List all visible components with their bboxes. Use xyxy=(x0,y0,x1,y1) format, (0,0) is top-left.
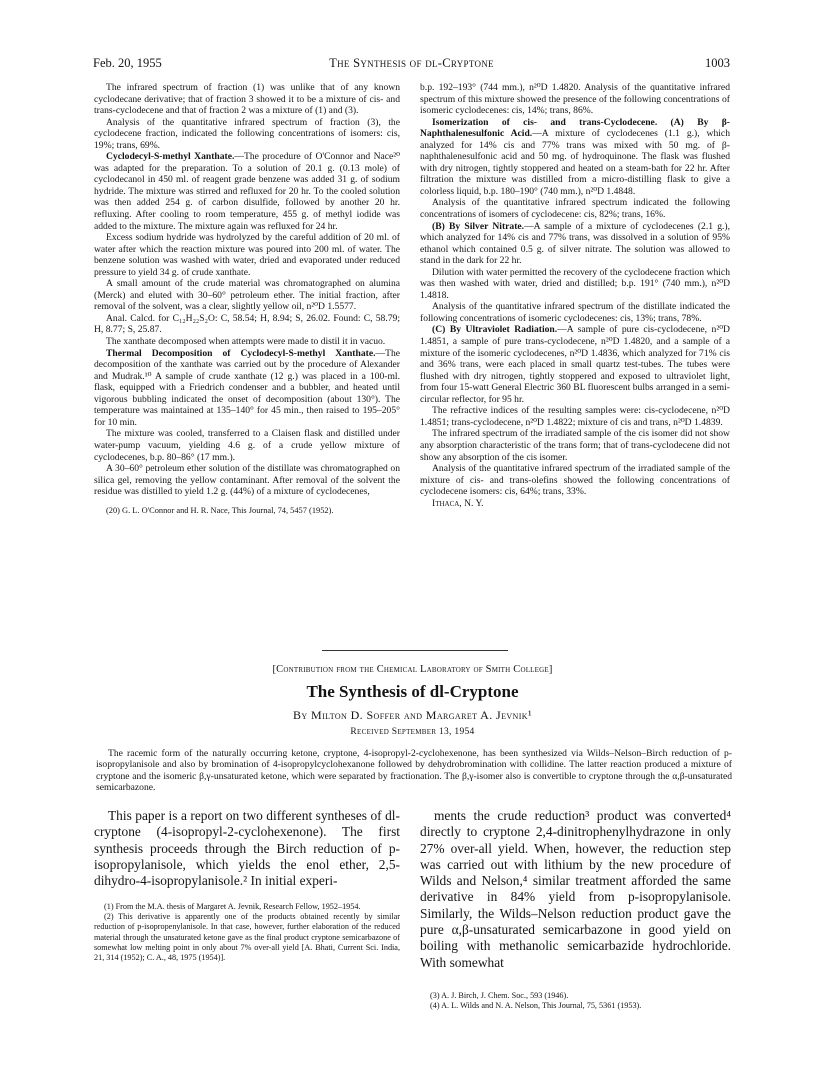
paragraph: Analysis of the quantitative infrared spectrum of the distillate indicated the following concentrations of isomeric cyclodecenes: cis, 13%; trans, 78%. xyxy=(420,301,730,324)
paragraph: A 30–60° petroleum ether solution of the distillate was chromatographed on silica gel, removing the yellow contaminant. After removal of the solvent the residue was distilled to yield 1.2 g. (44%) of a mixture of cyclodecenes, xyxy=(94,463,400,498)
paragraph: This paper is a report on two different syntheses of dl-cryptone (4-isopropyl-2-cyclohexenone). The first synthesis proceeds through the Birch reduction of p-isopropylanisole, which yields the enol ether, 2,5-dihydro-4-isopropylanisole.² In initial experi- xyxy=(94,808,400,889)
paragraph: Thermal Decomposition of Cyclodecyl-S-methyl Xanthate.—The decomposition of the xanthate was carried out by the procedure of Alexander and Mudrak.¹⁰ A sample of crude xanthate (12 g.) was placed in a 100-ml. flask, equipped with a Friedrich condenser and a bubbler, and heated until vigorous bubbling indicated the onset of decomposition (about 130°). The temperature was maintained at 135–140° for 45 min., then raised to 195–205° for 10 min. xyxy=(94,347,400,428)
footnote: (4) A. L. Wilds and N. A. Nelson, This Journal, 75, 5361 (1953). xyxy=(430,1001,642,1011)
paragraph: Analysis of the quantitative infrared spectrum of fraction (3), the cyclodecene fraction, indicated the following concentrations of isomers: cis, 19%; trans, 69%. xyxy=(94,116,400,151)
place-line: Ithaca, N. Y. xyxy=(432,497,484,509)
paragraph: ments the crude reduction³ product was converted⁴ directly to cryptone 2,4-dinitrophenylhydrazone in only 27% over-all yield. When, however, the reduction step was carried out with lithium by the new procedure of Wilds and Nelson,⁴ similar treatment afforded the same derivative in 84% yield from p-isopropylanisole. Similarly, the Wilds–Nelson reduction product gave the pure α,β-unsaturated semicarbazone in good yield on boiling with methanolic semicarbazide hydrochloride. With somewhat xyxy=(420,808,731,970)
paragraph: (B) By Silver Nitrate.—A sample of a mixture of cyclodecenes (2.1 g.), which analyzed for 14% cis and 77% trans, was dissolved in a solution of 95% ethanol which contained 0.5 g. of silver nitrate. The solution was allowed to stand in the dark for 22 hr. xyxy=(420,220,730,267)
header-running-title: The Synthesis of dl-Cryptone xyxy=(329,56,494,70)
paragraph: The infrared spectrum of the irradiated sample of the cis isomer did not show any absorption characteristic of the trans form; that of trans-cyclodecene did not show any absorption of the cis isomer. xyxy=(420,428,730,463)
article-title: The Synthesis of dl-Cryptone xyxy=(306,682,519,701)
paragraph: The infrared spectrum of fraction (1) was unlike that of any known cyclodecane derivative; that of fraction 3 showed it to be a mixture of cis- and trans-cyclodecene and that of fraction 2 was a mixture of (1) and (3). xyxy=(94,82,400,117)
paragraph: Cyclodecyl-S-methyl Xanthate.—The procedure of O'Connor and Nace²⁰ was adapted for the preparation. To a solution of 20.1 g. (0.13 mole) of cyclodecanol in 450 ml. of reagent grade benzene was added 31 g. of sodium hydride. The mixture was stirred and refluxed for 20 hr. To the cooled solution was then added 254 g. of carbon disulfide, followed by another 20 hr. refluxing. After cooling to room temperature, 455 g. of methyl iodide was added to the mixture. The mixture again was refluxed for 24 hr. xyxy=(94,151,401,232)
paragraph: The mixture was cooled, transferred to a Claisen flask and distilled under water-pump vacuum, yielding 4.6 g. of a crude yellow mixture of cyclodecenes, b.p. 80–86° (17 mm.). xyxy=(94,428,400,463)
article-authors: By Milton D. Soffer and Margaret A. Jevnik¹ xyxy=(293,708,532,722)
header-date: Feb. 20, 1955 xyxy=(93,56,162,70)
contribution-line: [Contribution from the Chemical Laboratory of Smith College] xyxy=(272,664,553,675)
body-left-column xyxy=(94,808,400,889)
abstract xyxy=(96,748,732,793)
footnote: (20) G. L. O'Connor and H. R. Nace, This Journal, 74, 5457 (1952). xyxy=(106,505,334,515)
paragraph: Excess sodium hydride was hydrolyzed by the careful addition of 20 ml. of water after which the reaction mixture was poured into 200 ml. of water. The benzene solution was washed with water, dried and evaporated under reduced pressure to yield 34 g. of crude xanthate. xyxy=(94,232,400,278)
footnotes-right xyxy=(420,991,731,1011)
running-header xyxy=(93,56,730,74)
section-heading: (B) By Silver Nitrate. xyxy=(432,220,525,232)
analysis-line: Anal. Calcd. for C₁₂H₂₂S₂O: C, 58.54; H, 8.94; S, 26.02. Found: C, 58.79; H, 8.77; S, 25.87. xyxy=(94,312,400,336)
body-right-column xyxy=(420,808,731,971)
section-heading: Isomerization of cis- and trans-Cyclodecene. (A) By β-Naphthalenesulfonic Acid. xyxy=(420,116,730,140)
abstract-text: The racemic form of the naturally occurring ketone, cryptone, 4-isopropyl-2-cyclohexenone, has been synthesized via Wilds–Nelson–Birch reduction of p-isopropylanisole and also by bromination of 4-isopropylcyclohexanone followed by dehydrobromination with collidine. The latter reaction produced a mixture of cryptone and the isomeric β,γ-unsaturated ketone, which were separated by fractionation. The β,γ-isomer also is convertible to cryptone through the α,β-unsaturated semicarbazone. xyxy=(96,748,732,793)
right-column-previous-article xyxy=(420,82,730,509)
paragraph: Dilution with water permitted the recovery of the cyclodecene fraction which was then washed with water, dried and distilled; b.p. 191° (740 mm.), n²⁰D 1.4818. xyxy=(420,266,730,301)
section-heading: Cyclodecyl-S-methyl Xanthate. xyxy=(106,151,235,163)
divider-rule xyxy=(322,650,508,651)
paragraph: Isomerization of cis- and trans-Cyclodecene. (A) By β-Naphthalenesulfonic Acid.—A mixture of cyclodecenes (1.1 g.), which analyzed for 14% cis and 77% trans was mixed with 50 mg. of β-naphthalenesulfonic acid and 50 mg. of hydroquinone. The flask was flushed with dry nitrogen, tightly stoppered and heated on a steam-bath for 22 hr. After filtration the mixture was distilled from a micro-distilling flask to give a colorless liquid, b.p. 180–190° (740 mm.), n²⁰D 1.4848. xyxy=(420,116,730,197)
section-heading: Thermal Decomposition of Cyclodecyl-S-methyl Xanthate. xyxy=(106,347,376,359)
paragraph: (C) By Ultraviolet Radiation.—A sample of pure cis-cyclodecene, n²⁰D 1.4851, a sample of pure trans-cyclodecene, n²⁰D 1.4820, and a sample of a mixture of the isomeric cyclodecenes, n²⁰D 1.4836, which analyzed for 71% cis and 36% trans, were each placed in small quartz test-tubes. The tubes were flushed with dry nitrogen, tightly stoppered and exposed to ultraviolet light, from four 15-watt General Electric 360 BL fluorescent bulbs arranged in a semi-circular reflector, for 95 hr. xyxy=(420,324,730,405)
received-date: Received September 13, 1954 xyxy=(350,727,475,737)
paragraph: b.p. 192–193° (744 mm.), n²⁰D 1.4820. Analysis of the quantitative infrared spectrum of this mixture showed the presence of the following concentrations of isomeric cyclodecenes: cis, 14%; trans, 86%. xyxy=(420,82,730,117)
section-heading: (C) By Ultraviolet Radiation. xyxy=(432,324,558,336)
footnote: (1) From the M.A. thesis of Margaret A. Jevnik, Research Fellow, 1952–1954. xyxy=(104,902,361,911)
paragraph: The refractive indices of the resulting samples were: cis-cyclodecene, n²⁰D 1.4851; trans-cyclodecene, n²⁰D 1.4822; mixture of cis and trans, n²⁰D 1.4839. xyxy=(420,405,730,428)
header-page-number: 1003 xyxy=(705,56,730,70)
paragraph: The xanthate decomposed when attempts were made to distil it in vacuo. xyxy=(106,336,386,348)
paragraph: Analysis of the quantitative infrared spectrum of the irradiated sample of the mixture of cis- and trans-olefins showed the following concentrations of cyclodecene isomers: cis, 64%; trans, 33%. xyxy=(420,463,730,498)
paragraph: A small amount of the crude material was chromatographed on alumina (Merck) and eluted with 30–60° petroleum ether. The initial fraction, after removal of the solvent, was a clear, slightly yellow oil, n²⁰D 1.5577. xyxy=(94,278,400,313)
footnote: (3) A. J. Birch, J. Chem. Soc., 593 (1946). xyxy=(430,991,569,1000)
left-column-previous-article xyxy=(94,82,400,516)
paragraph: Analysis of the quantitative infrared spectrum indicated the following concentrations of isomers of cyclodecene: cis, 82%; trans, 16%. xyxy=(420,197,730,221)
footnote: (2) This derivative is apparently one of the products obtained recently by similar reduction of p-isopropenylanisole. In that case, however, further elaboration of the reduced material through the unsaturated ketone gave as the final product cryptone semicarbazone of somewhat low melting point in only about 7% over-all yield [A. Bhati, Current Sci. India, 21, 314 (1952); C. A., 48, 1975 (1954)]. xyxy=(94,912,400,963)
footnotes-left xyxy=(94,902,400,963)
